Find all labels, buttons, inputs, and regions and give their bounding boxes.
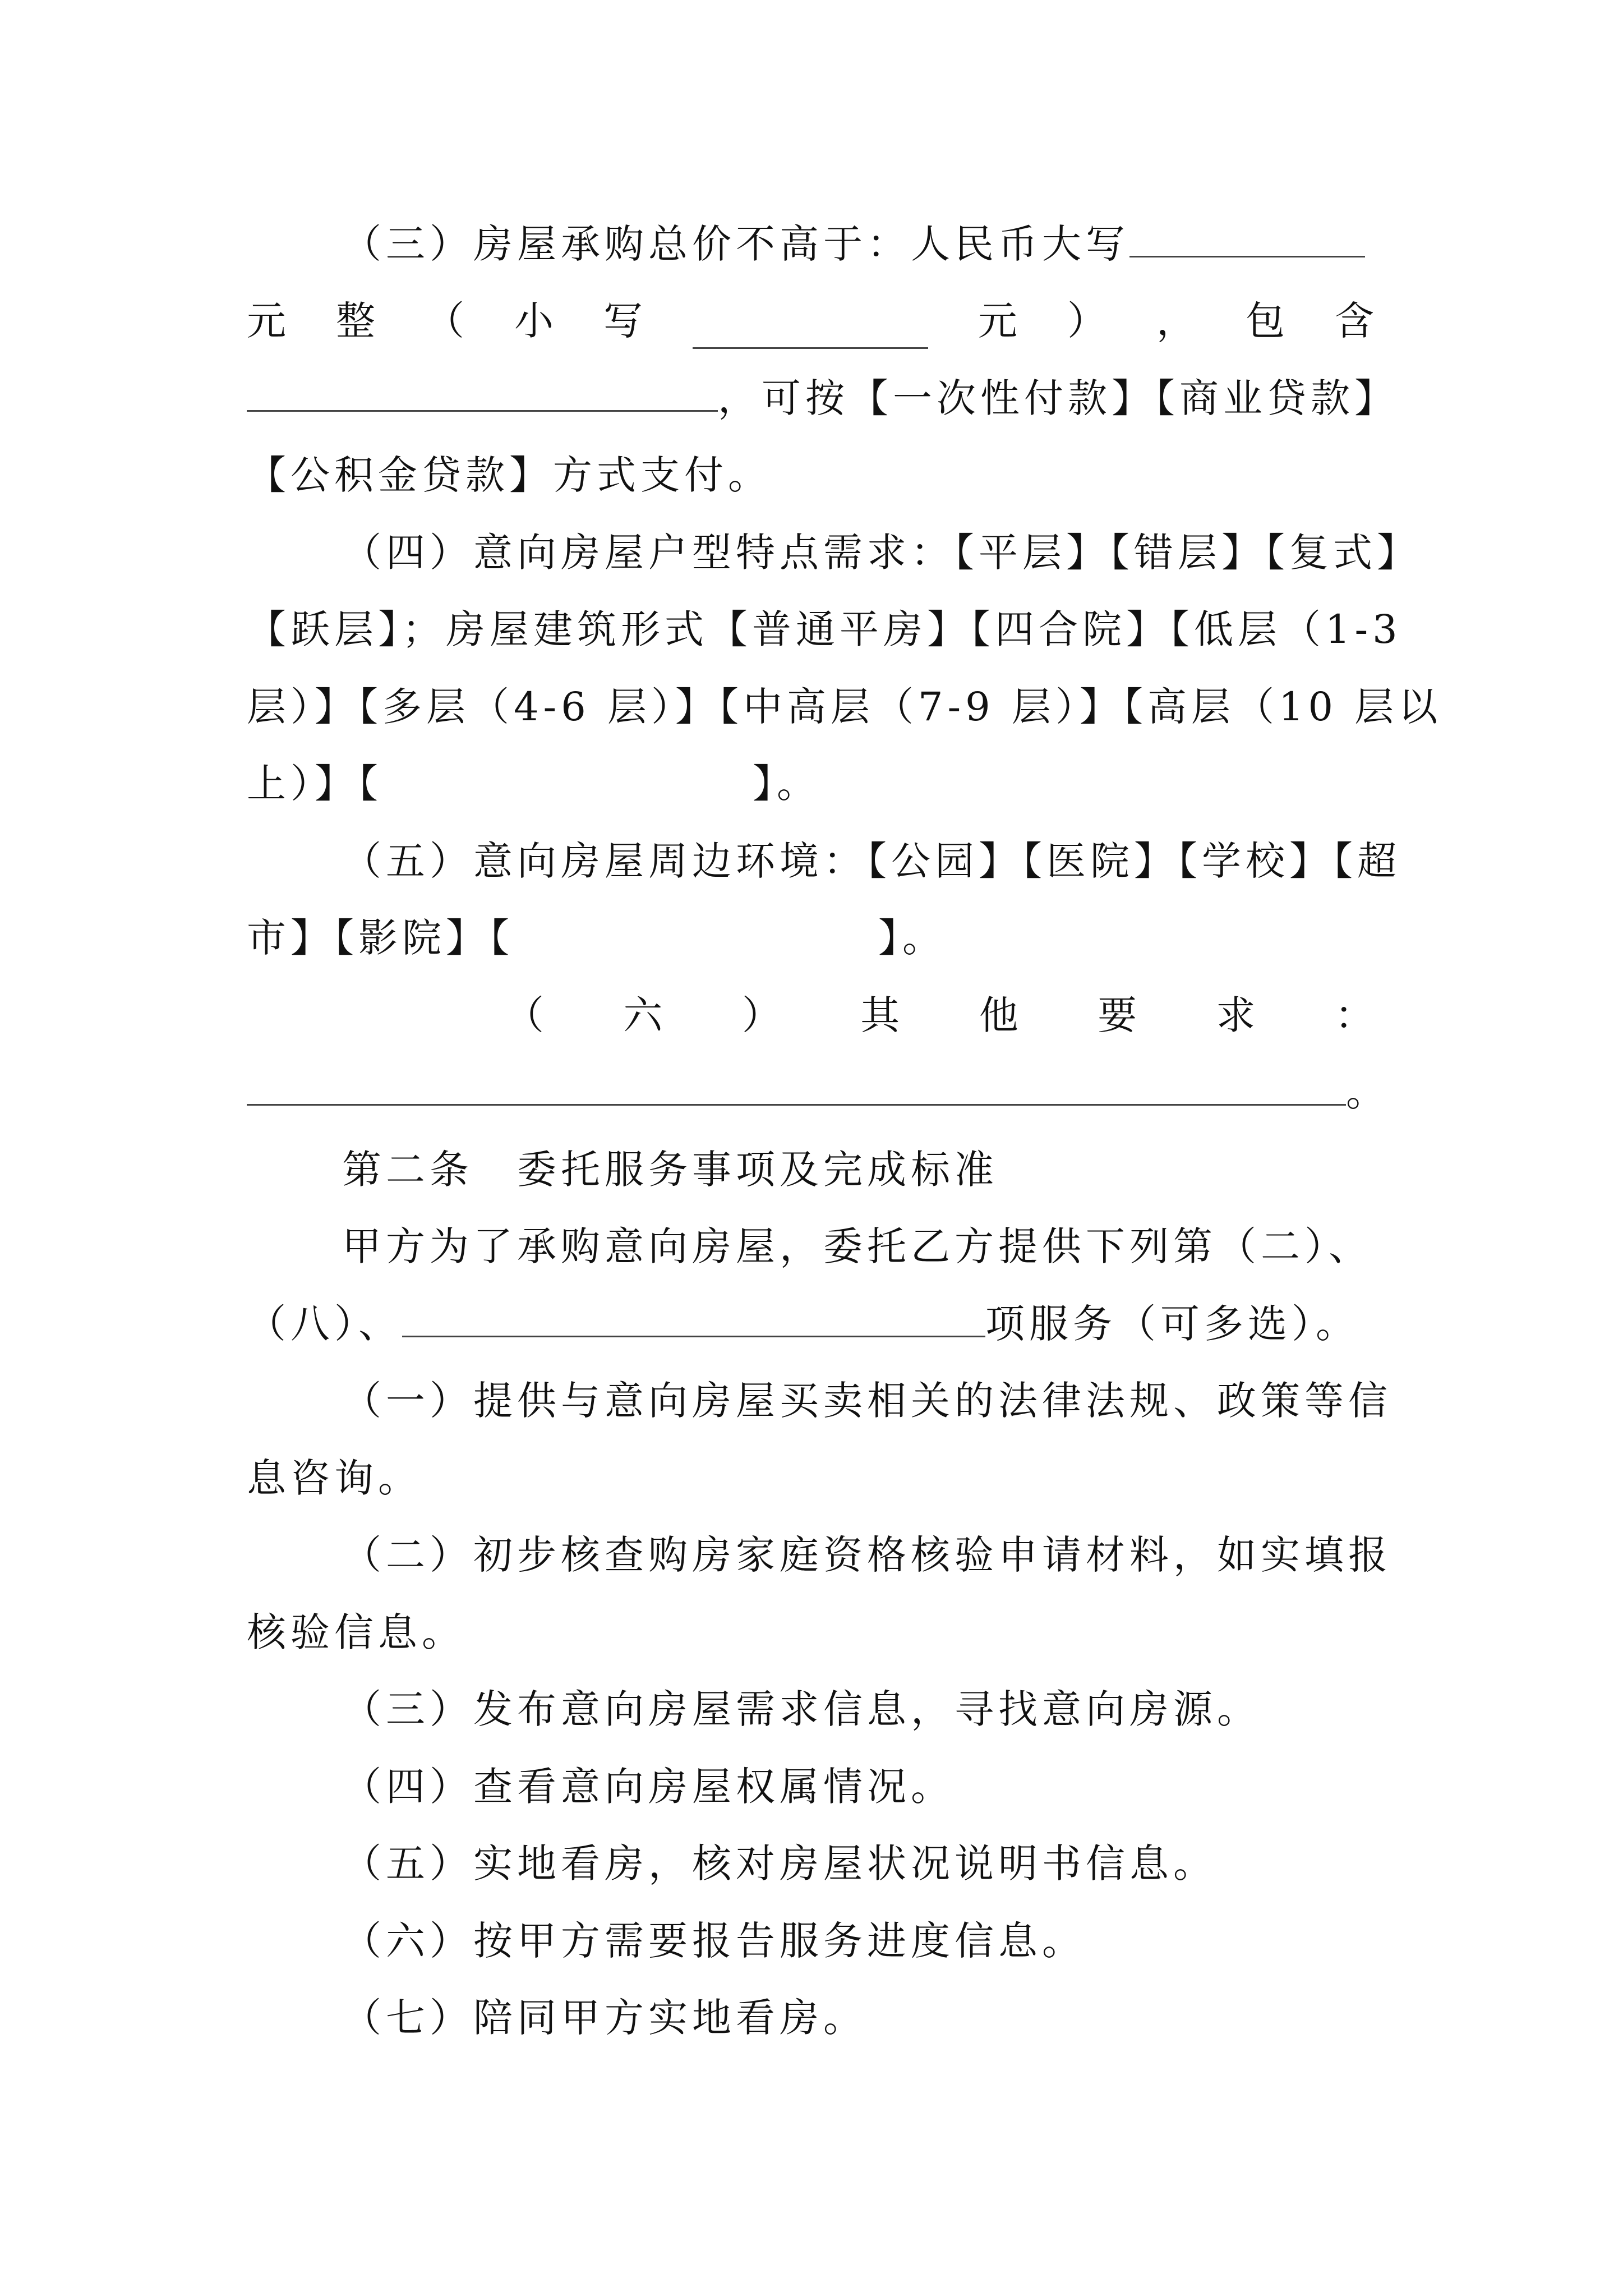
char: 整	[336, 298, 375, 344]
char: 其	[860, 992, 900, 1038]
total-price-uppercase-blank[interactable]	[1129, 221, 1365, 257]
service-item-6: （六）按甲方需要报告服务进度信息。	[342, 1918, 1086, 1964]
service-item-1-line-1: （一）提供与意向房屋买卖相关的法律法规、政策等信	[342, 1378, 1392, 1424]
service-item-4: （四）查看意向房屋权属情况。	[342, 1764, 955, 1810]
article-2-intro-line-1: 甲方为了承购意向房屋，委托乙方提供下列第（二）、	[342, 1223, 1372, 1269]
char: 求	[1216, 992, 1256, 1038]
char: ）	[1067, 298, 1106, 344]
text: （八）、	[247, 1301, 402, 1347]
clause-5-line-2	[247, 910, 1374, 966]
service-item-5: （五）实地看房，核对房屋状况说明书信息。	[342, 1841, 1217, 1887]
clause-4-line-1: （四）意向房屋户型特点需求：【平层】【错层】【复式】	[342, 530, 1421, 576]
clause-3-line-1	[342, 216, 1374, 272]
article-2-intro-line-2	[247, 1296, 1374, 1352]
article-2-heading: 第二条 委托服务事项及完成标准	[342, 1147, 998, 1193]
clause-3-text: （三）房屋承购总价不高于：人民币大写	[342, 221, 1129, 267]
char: 他	[979, 992, 1018, 1038]
service-item-2-line-2: 核验信息。	[247, 1609, 465, 1655]
char: 六	[623, 992, 663, 1038]
clause-5-line-1: （五）意向房屋周边环境：【公园】【医院】【学校】【超	[342, 838, 1401, 884]
char: （	[505, 992, 544, 1038]
text: 市】【影院】【	[247, 915, 514, 961]
clause-4-line-2: 【跃层】；房屋建筑形式【普通平房】【四合院】【低层（1-3	[247, 606, 1402, 652]
char: 要	[1098, 992, 1137, 1038]
text: 项服务（可多选）。	[985, 1301, 1359, 1347]
service-item-7: （七）陪同甲方实地看房。	[342, 1995, 867, 2041]
char: 元	[247, 298, 286, 344]
char: ：	[1334, 992, 1374, 1038]
payment-methods-text: ，可按【一次性付款】【商业贷款】	[718, 375, 1398, 421]
char: 包	[1246, 298, 1285, 344]
service-items-blank[interactable]	[402, 1301, 985, 1337]
text: 。	[1346, 1069, 1390, 1115]
char: 元	[978, 298, 1017, 344]
char: 含	[1335, 298, 1374, 344]
service-item-1-line-2: 息咨询。	[247, 1455, 422, 1501]
clause-4-line-4	[247, 756, 1374, 812]
char: （	[425, 298, 464, 344]
char: ，	[1156, 298, 1196, 344]
clause-6-line-2	[247, 1064, 1390, 1120]
clause-3-line-2	[247, 293, 1374, 349]
clause-3-line-4: 【公积金贷款】方式支付。	[247, 452, 772, 498]
service-item-2-line-1: （二）初步核查购房家庭资格核验申请材料，如实填报	[342, 1532, 1392, 1578]
char: 写	[603, 298, 643, 344]
total-price-lowercase-blank[interactable]	[693, 312, 928, 349]
price-includes-blank[interactable]	[247, 375, 718, 412]
text: 】。	[878, 915, 946, 961]
clause-3-line-3	[247, 370, 1398, 426]
char: 小	[514, 298, 554, 344]
text: 】。	[753, 761, 820, 807]
text: 上）】【	[247, 761, 382, 807]
clause-4-line-3: 层）】【多层（4-6 层）】【中高层（7-9 层）】【高层（10 层以	[247, 684, 1442, 730]
other-requirements-blank[interactable]	[247, 1069, 1346, 1106]
clause-6-line-1	[505, 987, 1374, 1043]
char: ）	[741, 992, 781, 1038]
service-item-3: （三）发布意向房屋需求信息，寻找意向房源。	[342, 1686, 1261, 1732]
